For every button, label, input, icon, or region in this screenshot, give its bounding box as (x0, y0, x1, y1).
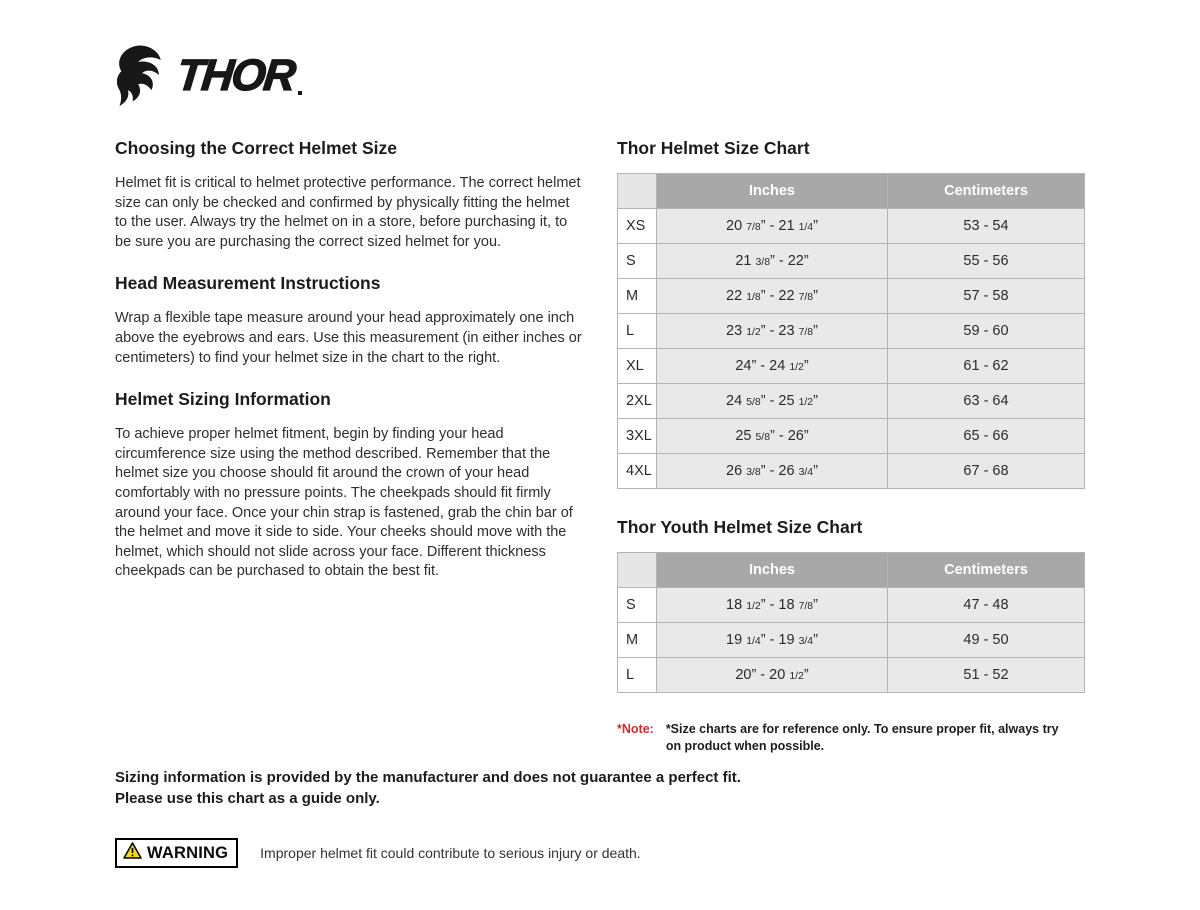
warning-triangle-icon (123, 842, 142, 864)
brand-registered-dot (298, 91, 302, 95)
centimeters-cell: 47 - 48 (888, 588, 1085, 623)
centimeters-cell: 59 - 60 (888, 314, 1085, 349)
note-text: *Size charts are for reference only. To ensure proper fit, always try on product when possible. (665, 722, 1059, 753)
size-label-cell: 4XL (618, 454, 657, 489)
thor-logo (113, 45, 302, 107)
column-header: Centimeters (888, 174, 1085, 209)
size-label-cell: XL (618, 349, 657, 384)
inches-cell: 24 5/8” - 25 1/2” (657, 384, 888, 419)
table-corner-cell (618, 174, 657, 209)
size-row (618, 279, 1085, 314)
warning-label: WARNING (147, 843, 229, 862)
thor-goat-icon (113, 45, 171, 107)
inches-cell: 21 3/8” - 22” (657, 244, 888, 279)
column-header: Inches (657, 553, 888, 588)
manufacturer-disclaimer (115, 768, 741, 809)
section-body-sizing: To achieve proper helmet fitment, begin by finding your head circumference size using the method described. Remember that the helmet size you choose should fit around the crown of your head comfortably with no pressure points. The cheekpads should fit firmly around your face. Once your chin strap is fastened, grab the chin bar of the helmet and move it side to side. Your cheeks should move with the helmet, which should not slide across your face. Different thickness cheekpads can be purchased to obtain the best fit. (115, 426, 573, 580)
adult-chart-title: Thor Helmet Size Chart (617, 138, 810, 158)
youth-chart-title: Thor Youth Helmet Size Chart (617, 517, 863, 537)
inches-cell: 22 1/8” - 22 7/8” (657, 279, 888, 314)
size-label-cell: S (618, 244, 657, 279)
warning-text: Improper helmet fit could contribute to serious injury or death. (260, 845, 641, 861)
size-row (618, 209, 1085, 244)
size-label-cell: L (618, 314, 657, 349)
inches-cell: 23 1/2” - 23 7/8” (657, 314, 888, 349)
warning-badge (115, 838, 238, 868)
section-heading-choosing: Choosing the Correct Helmet Size (115, 138, 397, 158)
inches-cell: 20” - 20 1/2” (657, 658, 888, 693)
size-row (618, 244, 1085, 279)
centimeters-cell: 61 - 62 (888, 349, 1085, 384)
size-row (618, 314, 1085, 349)
centimeters-cell: 51 - 52 (888, 658, 1085, 693)
info-column (115, 138, 585, 603)
youth-size-table (617, 552, 1085, 693)
size-label-cell: XS (618, 209, 657, 244)
section-body-choosing: Helmet fit is critical to helmet protective performance. The correct helmet size can only be checked and confirmed by physically fitting the helmet to the user. Always try the helmet on in a store, before purchasing it, to be sure you are purchasing the correct sized helmet for you. (115, 175, 581, 250)
section-body-measurement: Wrap a flexible tape measure around your head approximately one inch above the eyebrows and ears. Use this measurement (in either inches or centimeters) to find your helmet size in the chart to the right. (115, 310, 582, 366)
note-label: *Note: (617, 722, 654, 736)
column-header: Centimeters (888, 553, 1085, 588)
inches-cell: 18 1/2” - 18 7/8” (657, 588, 888, 623)
inches-cell: 20 7/8” - 21 1/4” (657, 209, 888, 244)
reference-note (617, 721, 1085, 755)
centimeters-cell: 63 - 64 (888, 384, 1085, 419)
size-row (618, 658, 1085, 693)
centimeters-cell: 57 - 58 (888, 279, 1085, 314)
disclaimer-line-1: Sizing information is provided by the manufacturer and does not guarantee a perfect fit. (115, 769, 741, 786)
disclaimer-line-2: Please use this chart as a guide only. (115, 789, 380, 807)
charts-column (617, 138, 1085, 755)
warning-row (115, 838, 641, 868)
size-label-cell: L (618, 658, 657, 693)
size-label-cell: 3XL (618, 419, 657, 454)
size-row (618, 588, 1085, 623)
adult-size-table (617, 173, 1085, 489)
size-row (618, 384, 1085, 419)
centimeters-cell: 53 - 54 (888, 209, 1085, 244)
size-label-cell: 2XL (618, 384, 657, 419)
centimeters-cell: 65 - 66 (888, 419, 1085, 454)
table-corner-cell (618, 553, 657, 588)
inches-cell: 25 5/8” - 26” (657, 419, 888, 454)
centimeters-cell: 55 - 56 (888, 244, 1085, 279)
size-row (618, 454, 1085, 489)
size-row (618, 623, 1085, 658)
inches-cell: 19 1/4” - 19 3/4” (657, 623, 888, 658)
size-label-cell: M (618, 279, 657, 314)
centimeters-cell: 67 - 68 (888, 454, 1085, 489)
inches-cell: 24” - 24 1/2” (657, 349, 888, 384)
size-label-cell: M (618, 623, 657, 658)
size-label-cell: S (618, 588, 657, 623)
inches-cell: 26 3/8” - 26 3/4” (657, 454, 888, 489)
centimeters-cell: 49 - 50 (888, 623, 1085, 658)
size-row (618, 419, 1085, 454)
brand-wordmark: THOR (174, 51, 297, 100)
section-heading-sizing: Helmet Sizing Information (115, 389, 331, 410)
column-header: Inches (657, 174, 888, 209)
size-row (618, 349, 1085, 384)
section-heading-measurement: Head Measurement Instructions (115, 273, 381, 294)
